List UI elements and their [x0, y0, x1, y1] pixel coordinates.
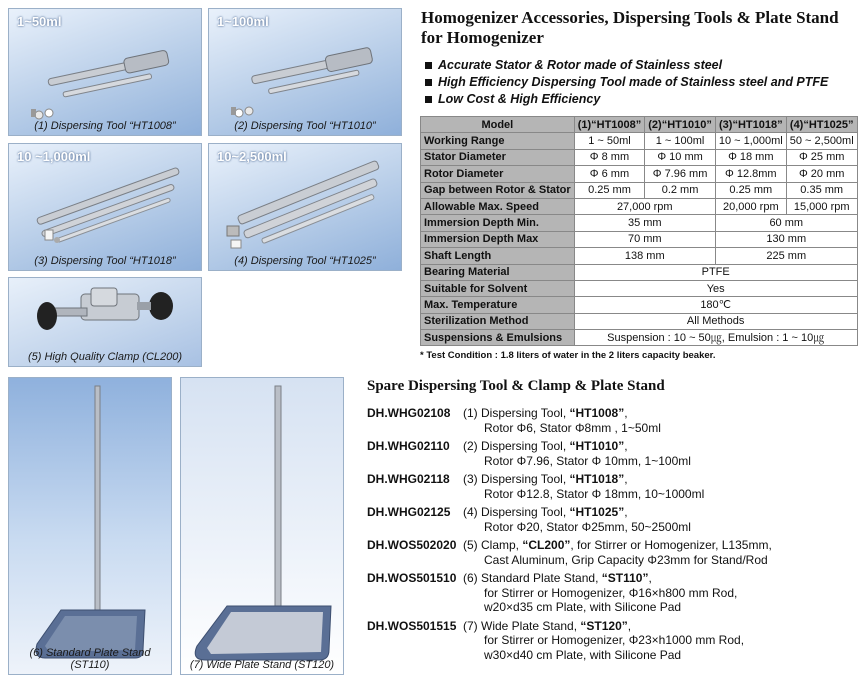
part-detail-line: Rotor Φ20, Stator Φ25mm, 50~2500ml — [484, 519, 691, 534]
table-header-cell: (3)“HT1018” — [715, 117, 786, 133]
photo-ht1025 — [208, 143, 402, 271]
part-model-name: “HT1025” — [569, 505, 625, 519]
table-cell: 225 mm — [715, 248, 857, 264]
table-cell: All Methods — [574, 313, 857, 329]
row-label: Shaft Length — [421, 248, 575, 264]
table-header-cell: (4)“HT1025” — [786, 117, 857, 133]
table-cell: 20,000 rpm — [715, 198, 786, 214]
catalog-code: DH.WHG02108 — [367, 406, 451, 420]
photo-ht1018 — [8, 143, 202, 271]
table-row — [421, 133, 858, 149]
row-label: Allowable Max. Speed — [421, 198, 575, 214]
part-desc-prefix: (6) Standard Plate Stand, — [463, 571, 602, 585]
table-cell: 0.2 mm — [645, 182, 716, 198]
feature-item: Low Cost & High Efficiency — [424, 91, 828, 108]
table-cell: 1 ~ 100ml — [645, 133, 716, 149]
row-label: Bearing Material — [421, 264, 575, 280]
table-cell: 130 mm — [715, 231, 857, 247]
row-label: Stator Diameter — [421, 149, 575, 165]
part-model-name: “HT1018” — [569, 472, 625, 486]
list-item — [367, 505, 857, 534]
photo-ht1010 — [208, 8, 402, 136]
part-detail-line: Rotor Φ7.96, Stator Φ 10mm, 1~100ml — [484, 453, 691, 468]
table-cell: Yes — [574, 280, 857, 296]
feature-list — [424, 57, 828, 108]
row-label: Immersion Depth Min. — [421, 215, 575, 231]
part-description — [463, 406, 857, 435]
table-cell: Φ 18 mm — [715, 149, 786, 165]
page-title: Homogenizer Accessories, Dispersing Tools & Plate Stand for Homogenizer — [421, 8, 839, 47]
part-desc-prefix: (2) Dispersing Tool, — [463, 439, 570, 453]
table-row — [421, 166, 858, 182]
part-description — [463, 472, 857, 501]
row-label: Gap between Rotor & Stator — [421, 182, 575, 198]
table-row — [421, 215, 858, 231]
part-desc-prefix: (3) Dispersing Tool, — [463, 472, 570, 486]
part-desc-suffix: , — [648, 571, 652, 585]
part-desc-suffix: , for Stirrer or Homogenizer, L135mm, — [570, 538, 772, 552]
part-model-name: “ST110” — [601, 571, 649, 585]
row-label: Sterilization Method — [421, 313, 575, 329]
part-desc-suffix: , — [627, 618, 632, 633]
table-cell: Φ 12.8mm — [715, 166, 786, 182]
row-label: Rotor Diameter — [421, 166, 575, 182]
part-detail-line: Cast Aluminum, Grip Capacity Φ23mm for Stand/Rod — [484, 552, 768, 567]
part-detail-line: w30×d40 cm Plate, with Silicone Pad — [484, 648, 682, 663]
volume-label: 1~100ml — [217, 14, 269, 29]
table-row — [421, 330, 858, 346]
feature-item: High Efficiency Dispersing Tool made of Stainless steel and PTFE — [424, 74, 828, 91]
part-desc-suffix: , — [624, 439, 628, 453]
list-item — [367, 571, 857, 615]
row-label: Working Range — [421, 133, 575, 149]
table-row — [421, 248, 858, 264]
part-description — [463, 439, 857, 468]
table-cell: PTFE — [574, 264, 857, 280]
spec-table — [420, 116, 858, 346]
table-row — [421, 149, 858, 165]
part-model-name: “HT1010” — [569, 439, 625, 453]
table-cell: 10 ~ 1,000ml — [715, 133, 786, 149]
parts-list — [367, 406, 857, 666]
table-cell: 35 mm — [574, 215, 715, 231]
table-cell: 0.35 mm — [786, 182, 857, 198]
catalog-code: DH.WOS501515 — [367, 618, 457, 633]
feature-item: Accurate Stator & Rotor made of Stainless steel — [424, 57, 828, 74]
part-desc-prefix: (1) Dispersing Tool, — [463, 406, 570, 420]
volume-label: 10 ~1,000ml — [17, 149, 91, 164]
plate-stand-image — [9, 378, 172, 675]
table-cell: Φ 20 mm — [786, 166, 857, 182]
table-cell: Φ 8 mm — [574, 149, 645, 165]
part-desc-prefix: (4) Dispersing Tool, — [463, 505, 570, 519]
part-detail-line: for Stirrer or Homogenizer, Φ16×h800 mm Rod, — [484, 585, 738, 600]
part-model-name: “CL200” — [522, 538, 571, 552]
table-cell: 27,000 rpm — [574, 198, 715, 214]
plate-stand-image — [181, 378, 344, 675]
table-cell: 50 ~ 2,500ml — [786, 133, 857, 149]
table-cell: 0.25 mm — [574, 182, 645, 198]
volume-label: 1~50ml — [17, 14, 62, 29]
table-cell: 70 mm — [574, 231, 715, 247]
part-model-name: “ST120” — [580, 618, 628, 633]
table-header-row — [421, 117, 858, 133]
row-label: Suitable for Solvent — [421, 280, 575, 296]
catalog-code: DH.WOS502020 — [367, 538, 457, 552]
part-detail-line: Rotor Φ6, Stator Φ8mm , 1~50ml — [484, 420, 661, 435]
list-item — [367, 439, 857, 468]
list-item — [367, 472, 857, 501]
part-desc-suffix: , — [624, 472, 628, 486]
table-row — [421, 231, 858, 247]
table-row — [421, 313, 858, 329]
part-description — [463, 571, 857, 615]
table-row — [421, 182, 858, 198]
catalog-code: DH.WHG02110 — [367, 439, 450, 453]
photo-stand-st120 — [180, 377, 344, 675]
section-title: Spare Dispersing Tool & Clamp & Plate Stand — [367, 378, 665, 394]
table-cell: Φ 10 mm — [645, 149, 716, 165]
photo-caption: (3) Dispersing Tool “HT1018” — [34, 255, 176, 267]
table-cell: 60 mm — [715, 215, 857, 231]
row-label: Immersion Depth Max — [421, 231, 575, 247]
part-detail-line: for Stirrer or Homogenizer, Φ23×h1000 mm Rod, — [484, 633, 745, 648]
part-desc-prefix: (7) Wide Plate Stand, — [463, 618, 581, 633]
part-desc-suffix: , — [624, 505, 628, 519]
part-description — [463, 505, 857, 534]
photo-clamp-cl200 — [8, 277, 202, 367]
photo-ht1008 — [8, 8, 202, 136]
test-condition-note: * Test Condition : 1.8 liters of water in the 2 liters capacity beaker. — [420, 350, 716, 361]
row-label: Max. Temperature — [421, 297, 575, 313]
part-model-name: “HT1008” — [569, 406, 625, 420]
part-detail-line: w20×d35 cm Plate, with Silicone Pad — [484, 600, 682, 615]
catalog-code: DH.WOS501510 — [367, 571, 457, 585]
photo-caption: (6) Standard Plate Stand (ST110) — [29, 647, 151, 671]
catalog-code: DH.WHG02118 — [367, 472, 450, 486]
part-desc-prefix: (5) Clamp, — [463, 538, 523, 552]
table-cell: 180℃ — [574, 297, 857, 313]
table-cell: 0.25 mm — [715, 182, 786, 198]
part-description — [463, 619, 857, 663]
catalog-code: DH.WHG02125 — [367, 505, 451, 519]
list-item — [367, 619, 857, 663]
photo-stand-st110 — [8, 377, 172, 675]
table-cell: Φ 6 mm — [574, 166, 645, 182]
table-row — [421, 264, 858, 280]
table-cell: Φ 25 mm — [786, 149, 857, 165]
table-header-cell: (1)“HT1008” — [574, 117, 645, 133]
photo-caption: (4) Dispersing Tool “HT1025” — [234, 255, 376, 267]
table-header-cell: (2)“HT1010” — [645, 117, 716, 133]
part-detail-line: Rotor Φ12.8, Stator Φ 18mm, 10~1000ml — [484, 486, 705, 501]
row-label: Suspensions & Emulsions — [421, 330, 575, 346]
photo-caption: (1) Dispersing Tool “HT1008” — [34, 120, 176, 132]
table-cell: 138 mm — [574, 248, 715, 264]
photo-caption: (2) Dispersing Tool “HT1010” — [234, 120, 376, 132]
table-cell: 15,000 rpm — [786, 198, 857, 214]
list-item — [367, 406, 857, 435]
table-cell: Φ 7.96 mm — [645, 166, 716, 182]
table-row — [421, 280, 858, 296]
photo-caption: (7) Wide Plate Stand (ST120) — [189, 659, 335, 671]
part-description — [463, 538, 857, 567]
table-row — [421, 297, 858, 313]
part-desc-suffix: , — [624, 406, 628, 420]
table-row — [421, 198, 858, 214]
table-cell: Suspension : 10 ~ 50㎍, Emulsion : 1 ~ 10㎍ — [574, 330, 857, 346]
volume-label: 10~2,500ml — [217, 149, 287, 164]
photo-caption: (5) High Quality Clamp (CL200) — [27, 351, 183, 363]
table-header-cell: Model — [421, 117, 575, 133]
table-cell: 1 ~ 50ml — [574, 133, 645, 149]
list-item — [367, 538, 857, 567]
